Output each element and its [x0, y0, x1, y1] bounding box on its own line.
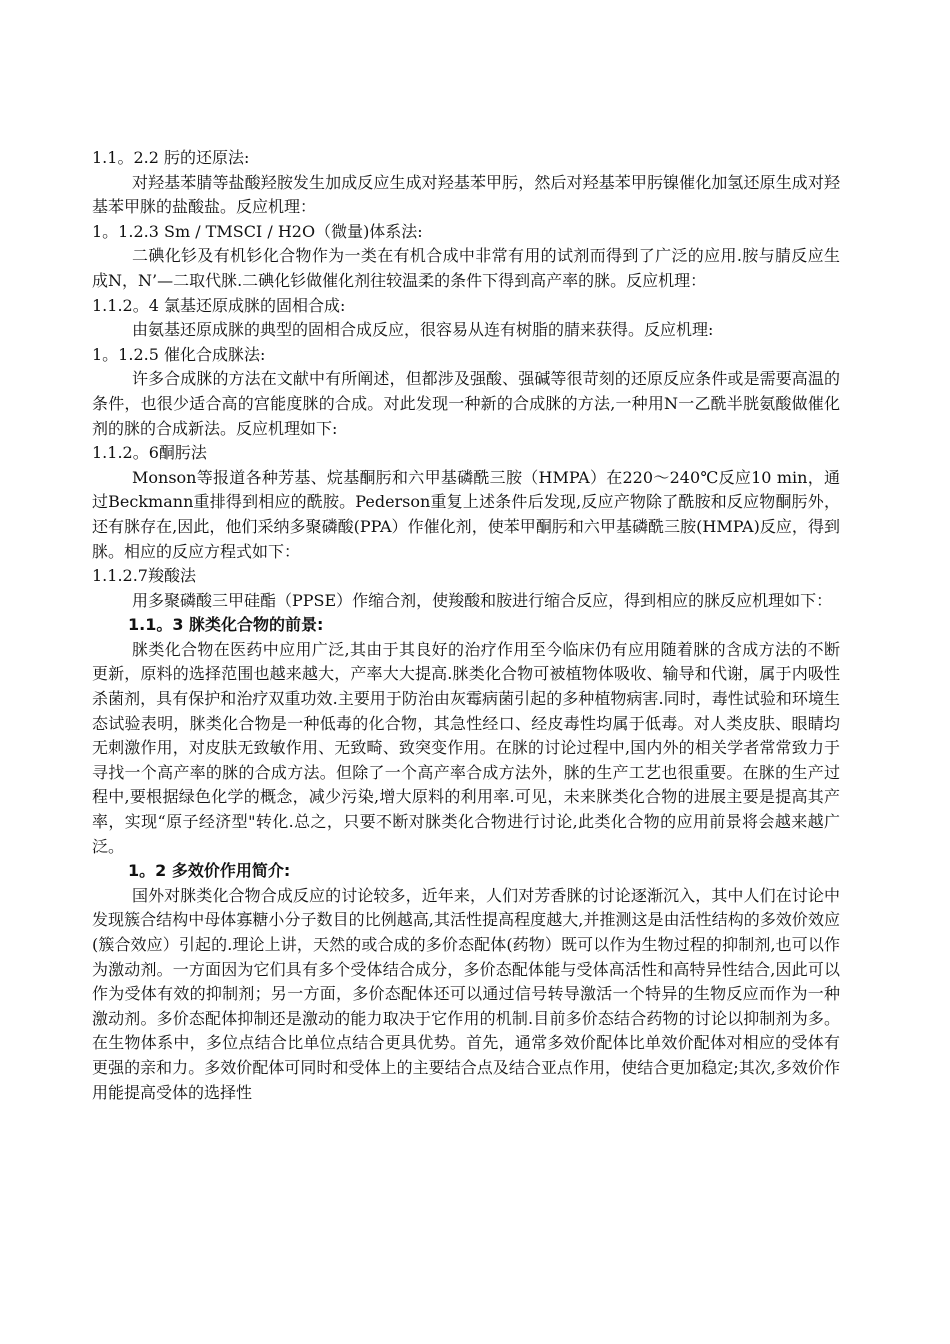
paragraph-solid-phase: 由氨基还原成脒的典型的固相合成反应，很容易从连有树脂的腈来获得。反应机理: [132, 320, 714, 340]
paragraph-samarium-system: 二碘化钐及有机钐化合物作为一类在有机合成中非常有用的试剂而得到了广泛的应用.胺与腈反应生成N，N’—二取代脒.二碘化钐做催化剂往较温柔的条件下得到高产率的脒。反应机理： [92, 246, 840, 290]
section-heading-1-2: 1。2 多效价作用简介: [128, 861, 291, 881]
section-heading-1-1-2-3: 1。1.2.3 Sm / TMSCI / H2O（微量)体系法: [92, 221, 423, 241]
paragraph-multivalent-intro: 国外对脒类化合物合成反应的讨论较多，近年来，人们对芳香脒的讨论逐渐沉入，其中人们在讨论中发现簇合结构中母体寡糖小分子数目的比例越高,其活性提高程度越大,并推测这是由活性结构的多效价效应(簇合效应）引起的.理论上讲，天然的或合成的多价态配体(药物）既可以作为生物过程的抑制剂,也可以作为激动剂。一方面因为它们具有多个受体结合成分，多价态配体能与受体高活性和高特异性结合,因此可以作为受体有效的抑制剂；另一方面，多价态配体还可以通过信号转导激活一个特异的生物反应而作为一种激动剂。多价态配体抑制还是激动的能力取决于它作用的机制.目前多价态结合药物的讨论以抑制剂为多。在生物体系中，多位点结合比单位点结合更具优势。首先，通常多效价配体比单效价配体对相应的受体有更强的亲和力。多效价配体可同时和受体上的主要结合点及结合亚点作用，使结合更加稳定;其次,多效价作用能提高受体的选择性 [92, 885, 840, 1102]
document-page [92, 146, 840, 1105]
paragraph-carboxylic-acid: 用多聚磷酸三甲硅酯（PPSE）作缩合剂，使羧酸和胺进行缩合反应，得到相应的脒反应机理如下： [132, 590, 833, 610]
section-heading-1-1-2-7: 1.1.2.7羧酸法 [92, 566, 196, 586]
section-heading-1-1-2-5: 1。1.2.5 催化合成脒法: [92, 344, 266, 364]
section-heading-1-1-3: 1.1。3 脒类化合物的前景: [128, 615, 324, 635]
section-heading-1-1-2-6: 1.1.2。6酮肟法 [92, 443, 207, 463]
paragraph-oxime-reduction: 对羟基苯腈等盐酸羟胺发生加成反应生成对羟基苯甲肟，然后对羟基苯甲肟镍催化加氢还原生成对羟基苯甲脒的盐酸盐。反应机理： [92, 172, 840, 217]
section-heading-1-1-2-2: 1.1。2.2 肟的还原法: [92, 148, 250, 167]
section-heading-1-1-2-4: 1.1.2。4 氯基还原成脒的固相合成: [92, 295, 346, 315]
paragraph-ketoxime: Monson等报道各种芳基、烷基酮肟和六甲基磷酰三胺（HMPA）在220～240℃反应10 min，通过Beckmann重排得到相应的酰胺。Pederson重复上述条件后发现,反应产物除了酰胺和反应物酮肟外，还有脒存在,因此，他们采纳多聚磷酸(PPA）作催化剂，使苯甲酮肟和六甲基磷酰三胺(HMPA)反应，得到脒。相应的反应方程式如下： [92, 467, 840, 561]
paragraph-amidine-prospects: 脒类化合物在医药中应用广泛,其由于其良好的治疗作用至今临床仍有应用随着脒的含成方法的不断更新，原料的选择范围也越来越大，产率大大提高.脒类化合物可被植物体吸收、输导和代谢，属于内吸性杀菌剂，具有保护和治疗双重功效.主要用于防治由灰霉病菌引起的多种植物病害.同时，毒性试验和环境生态试验表明，脒类化合物是一种低毒的化合物，其急性经口、经皮毒性均属于低毒。对人类皮肤、眼睛均无刺激作用，对皮肤无致敏作用、无致畸、致突变作用。在脒的讨论过程中,国内外的相关学者常常致力于寻找一个高产率的脒的合成方法。但除了一个高产率合成方法外，脒的生产工艺也很重要。在脒的生产过程中,要根据绿色化学的概念，减少污染,增大原料的利用率.可见，未来脒类化合物的进展主要是提高其产率，实现“原子经济型"转化.总之，只要不断对脒类化合物进行讨论,此类化合物的应用前景将会越来越广泛。 [92, 639, 840, 856]
paragraph-catalytic-synthesis: 许多合成脒的方法在文献中有所阐述，但都涉及强酸、强碱等很苛刻的还原反应条件或是需要高温的条件，也很少适合高的宫能度脒的合成。对此发现一种新的合成脒的方法,一种用N一乙酰半胱氨酸做催化剂的脒的合成新法。反应机理如下: [92, 369, 840, 438]
